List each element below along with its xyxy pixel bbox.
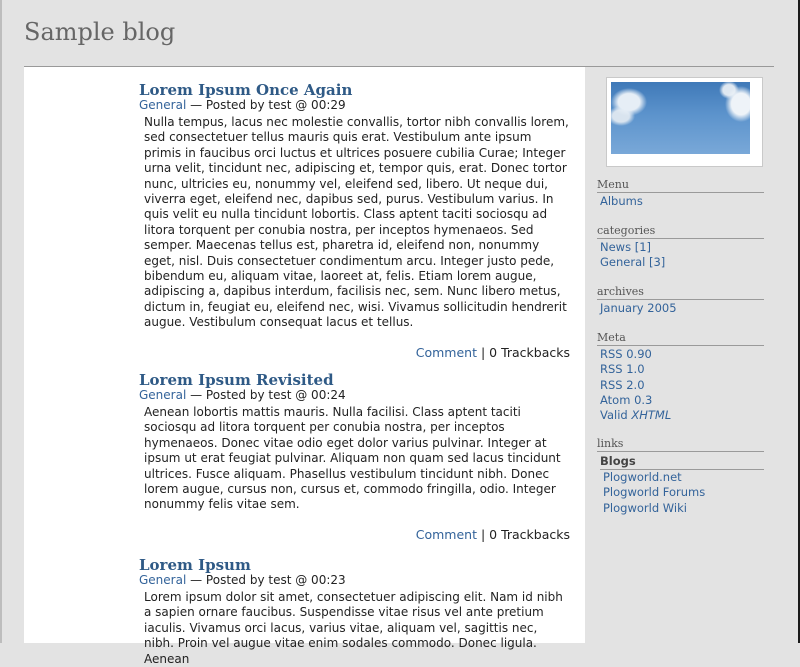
post-meta — [139, 573, 569, 588]
post-meta — [139, 98, 569, 113]
meta-atom-03[interactable]: Atom 0.3 — [600, 392, 653, 407]
valid-prefix: Valid — [600, 408, 632, 423]
link-plogworld-net[interactable]: Plogworld.net — [603, 470, 682, 484]
archives-heading: archives — [597, 285, 764, 300]
post — [139, 81, 569, 360]
site-title[interactable]: Sample blog — [24, 18, 176, 46]
links-heading: links — [597, 437, 764, 452]
archive-january-2005[interactable]: January 2005 — [600, 301, 677, 315]
comment-link[interactable]: Comment — [415, 344, 477, 360]
post-title[interactable]: Lorem Ipsum Revisited — [139, 371, 334, 389]
post-byline: — Posted by test @ 00:23 — [186, 573, 346, 587]
post-body: Aenean lobortis mattis mauris. Nulla facilisi. Class aptent taciti sociosqu ad litora torquent per conubia nostra, per inceptos hymenaeos. Donec vitae odio eget dolor varius pulvinar. Integer at ipsum ut erat feugiat pulvinar. Aliquam non quam sed lacus tincidunt ultrices. Fusce aliquam. Phasellus vestibulum tincidunt nibh. Donec lorem augue, cursus non, cursus et, commodo fringilla, odio. Integer nonummy felis vitae sem. — [144, 405, 561, 512]
category-general[interactable]: General [3] — [600, 255, 666, 270]
post-title[interactable]: Lorem Ipsum — [139, 556, 251, 574]
categories-heading: categories — [597, 224, 764, 239]
main-content — [24, 67, 585, 666]
comment-link[interactable]: Comment — [415, 526, 477, 542]
meta-heading: Meta — [597, 331, 764, 346]
menu-heading: Menu — [597, 178, 764, 193]
post — [139, 371, 569, 542]
menu-item-albums[interactable]: Albums — [600, 194, 643, 208]
post-body: Lorem ipsum dolor sit amet, consectetuer adipiscing elit. Nam id nibh a sapien ornare faucibus. Suspendisse vitae risus vel ante pretium iaculis. Vivamus orci lacus, varius vitae, aliquam vel, sagittis nec, nibh. Proin vel augue vitae enim sodales commodo. Donec ligula. Aenean — [144, 590, 563, 666]
post-title[interactable]: Lorem Ipsum Once Again — [139, 81, 353, 99]
trackbacks-count: | 0 Trackbacks — [476, 526, 570, 542]
links-list — [603, 470, 705, 516]
meta-rss-10[interactable]: RSS 1.0 — [600, 362, 645, 377]
post-byline: — Posted by test @ 00:29 — [186, 98, 346, 112]
sidebar — [585, 67, 800, 643]
post-byline: — Posted by test @ 00:24 — [186, 388, 346, 402]
meta-valid-xhtml[interactable] — [600, 408, 671, 423]
links-subheading-blogs: Blogs — [600, 454, 764, 470]
post-footer — [139, 345, 570, 360]
archives-list — [600, 301, 677, 316]
category-news[interactable]: News [1] — [600, 240, 652, 254]
post-body: Nulla tempus, lacus nec molestie convallis, tortor nibh convallis lorem, sed consectetuer tellus mauris quis erat. Vestibulum ante ipsum primis in faucibus orci luctus et ultrices posuere cubilia Curae; Integer urna velit, tincidunt nec, adipiscing et, tempor quis, erat. Donec tortor nunc, ultricies eu, nonummy vel, eleifend sed, libero. Ut neque dui, viverra eget, eleifend nec, dapibus sed, purus. Vestibulum varius. In quis velit eu nulla tincidunt lobortis. Class aptent taciti sociosqu ad litora torquent per conubia nostra, per inceptos hymenaeos. Sed semper. Maecenas tellus est, pharetra id, eleifend non, nonummy eget, nisl. Duis consectetuer condimentum arcu. Integer justo pede, bibendum eu, aliquam vitae, laoreet at, felis. Etiam lorem augue, adipiscing a, dapibus interdum, facilisis nec, sem. Nunc libero metus, dictum in, feugiat eu, eleifend nec, wisi. Vivamus sollicitudin hendrerit augue. Vestibulum consequat lacus et tellus. — [144, 115, 569, 330]
window-left-edge — [0, 0, 2, 643]
post-meta — [139, 388, 569, 403]
trackbacks-count: | 0 Trackbacks — [476, 344, 570, 360]
meta-rss-090[interactable]: RSS 0.90 — [600, 347, 652, 361]
post-category-link[interactable]: General — [139, 98, 187, 112]
sky-photo — [611, 82, 750, 154]
post-footer — [139, 527, 570, 542]
link-plogworld-wiki[interactable]: Plogworld Wiki — [603, 500, 687, 515]
post — [139, 556, 569, 667]
valid-xhtml-em: XHTML — [631, 408, 672, 423]
meta-list — [600, 347, 671, 423]
menu-list — [600, 194, 643, 209]
post-category-link[interactable]: General — [139, 573, 187, 587]
sidebar-image-frame — [606, 77, 763, 167]
categories-list — [600, 240, 665, 271]
meta-rss-20[interactable]: RSS 2.0 — [600, 377, 645, 392]
link-plogworld-forums[interactable]: Plogworld Forums — [603, 485, 706, 500]
post-category-link[interactable]: General — [139, 388, 187, 402]
